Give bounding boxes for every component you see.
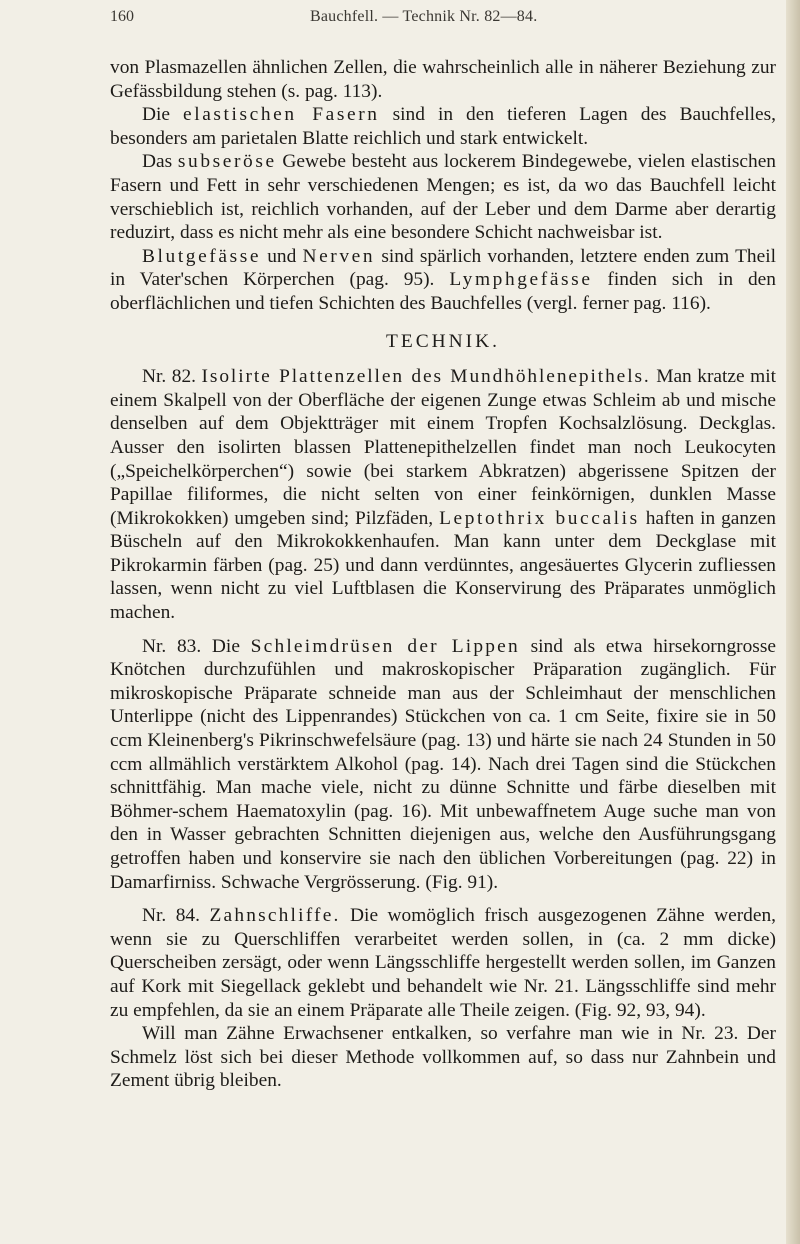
text-run: sind als etwa hirsekorngrosse Knötchen durchzufühlen und makroskopischer Präparation zugänglich. Für mikroskopische Präparate schneide man aus der Schleimhaut der menschlichen Unterlippe (nicht des Lippenrandes) Stückchen von ca. 1 cm Seite, fixire sie in 50 ccm Kleinenberg's Pikrinschwefelsäure (pag. 13) und härte sie nach 24 Stunden in 50 ccm allmählich verstärktem Alkohol (pag. 14). Nach drei Tagen sind die Stückchen schnittfähig. Man mache viele, nicht zu dünne Schnitte und färbe dieselben mit Böhmer-schem Haematoxylin (pag. 16). Mit unbewaffnetem Auge suche man von den in Wasser gebrachten Schnitten diejenigen aus, welche den Ausführungsgang getroffen haben und konservire sie nach den üblichen Vorbereitungen (pag. 22) in Damarfirniss. Schwache Vergrösserung. (Fig. 91).	[110, 635, 776, 893]
text-run: und	[261, 245, 303, 267]
section-heading: TECHNIK.	[386, 330, 500, 352]
spaced-term: Isolirte Plattenzellen des Mundhöhlenepithels.	[201, 366, 651, 388]
text-run: Die	[142, 104, 184, 126]
paragraph-entkalken	[110, 1022, 776, 1093]
spaced-term: Nerven	[302, 245, 376, 267]
text-run: Gewebe besteht aus lockerem Bindegewebe, vielen elastischen Fasern und Fett in sehr verschiedenen Mengen; es ist, da wo das Bauchfell leicht verschieblich ist, reichlich vorhanden, auf der Leber und dem Darme aber derartig reduzirt, dass es nicht mehr als eine besondere Schicht nachweisbar ist.	[110, 151, 776, 244]
text-run: Das	[142, 151, 178, 173]
item-number: Nr. 84.	[142, 905, 210, 927]
text-run: haften in ganzen Büscheln auf den Mikrokokkenhaufen. Man kann unter dem Deckglase mit Pikrokarmin färben (pag. 25) und dann verdünntes, angesäuertes Glycerin zufliessen lassen, wenn nicht zu viel Luftblasen die Konservirung des Präparates unmöglich machen.	[110, 507, 777, 624]
spaced-term: subseröse	[177, 151, 277, 173]
paragraph-gap	[110, 625, 776, 635]
text-run: sind in den tieferen Lagen des Bauchfelles, besonders am parietalen Blatte reichlich und stark entwickelt.	[110, 104, 776, 149]
paragraph-blutgefaesse	[110, 245, 776, 316]
paragraph-nr-82	[110, 365, 776, 625]
paragraph-plasmazellen	[110, 56, 776, 103]
spaced-term: elastischen Fasern	[183, 104, 380, 126]
text-run: Die womöglich frisch ausgezogenen Zähne werden, wenn sie zu Querschliffen verarbeitet werden sollen, in (ca. 2 mm dicke) Querscheiben zersägt, oder wenn Längsschliffe hergestellt werden sollen, im Ganzen auf Kork mit Siegellack geklebt und behandelt wie Nr. 21. Längsschliffe sind mehr zu empfehlen, da sie an einem Präparate alle Theile zeigen. (Fig. 92, 93, 94).	[110, 905, 777, 1021]
paragraph-gap	[110, 894, 776, 904]
paragraph-text: Will man Zähne Erwachsener entkalken, so verfahre man wie in Nr. 23. Der Schmelz löst sich bei dieser Methode vollkommen auf, so dass nur Zahnbein und Zement übrig bleiben.	[110, 1023, 776, 1092]
text-run: Man kratze mit einem Skalpell von der Oberfläche der eigenen Zunge etwas Schleim ab und mische denselben auf dem Objektträger mit einem Tropfen Kochsalzlösung. Deckglas. Ausser den isolirten blassen Plattenepithelzellen findet man noch Leukocyten („Speichelkörperchen“) sowie (bei starkem Abkratzen) abgerissene Spitzen der Papillae filiformes, die nicht selten von einer feinkörnigen, dunklen Masse (Mikrokokken) umgeben sind; Pilzfäden,	[110, 366, 777, 529]
paragraph-nr-83	[110, 635, 776, 895]
spaced-term: Blutgefässe	[142, 245, 262, 267]
page-edge-shadow	[786, 0, 800, 1244]
item-number: Nr. 83. Die	[142, 635, 251, 657]
spaced-term: Schleimdrüsen der Lippen	[250, 635, 520, 657]
spaced-term: Leptothrix buccalis	[439, 507, 640, 529]
body-text	[110, 56, 776, 1093]
running-title: Bauchfell. — Technik Nr. 82—84.	[310, 8, 538, 25]
spaced-term: Lymphgefässe	[449, 269, 593, 291]
page-number: 160	[110, 8, 134, 25]
page-header	[110, 8, 778, 34]
text-run: finden sich in den oberflächlichen und tiefen Schichten des Bauchfelles (vergl. ferner pag. 116).	[110, 269, 776, 314]
paragraph-subseroese	[110, 150, 776, 244]
item-number: Nr. 82.	[142, 366, 202, 388]
paragraph-text: von Plasmazellen ähnlichen Zellen, die wahrscheinlich alle in näherer Beziehung zur Gefässbildung stehen (s. pag. 113).	[110, 57, 776, 102]
text-run: sind spärlich vorhanden, letztere enden zum Theil in Vater'schen Körperchen (pag. 95).	[110, 245, 776, 291]
paragraph-nr-84	[110, 904, 776, 1022]
paragraph-elastische-fasern	[110, 103, 776, 150]
spaced-term: Zahnschliffe.	[209, 905, 341, 927]
